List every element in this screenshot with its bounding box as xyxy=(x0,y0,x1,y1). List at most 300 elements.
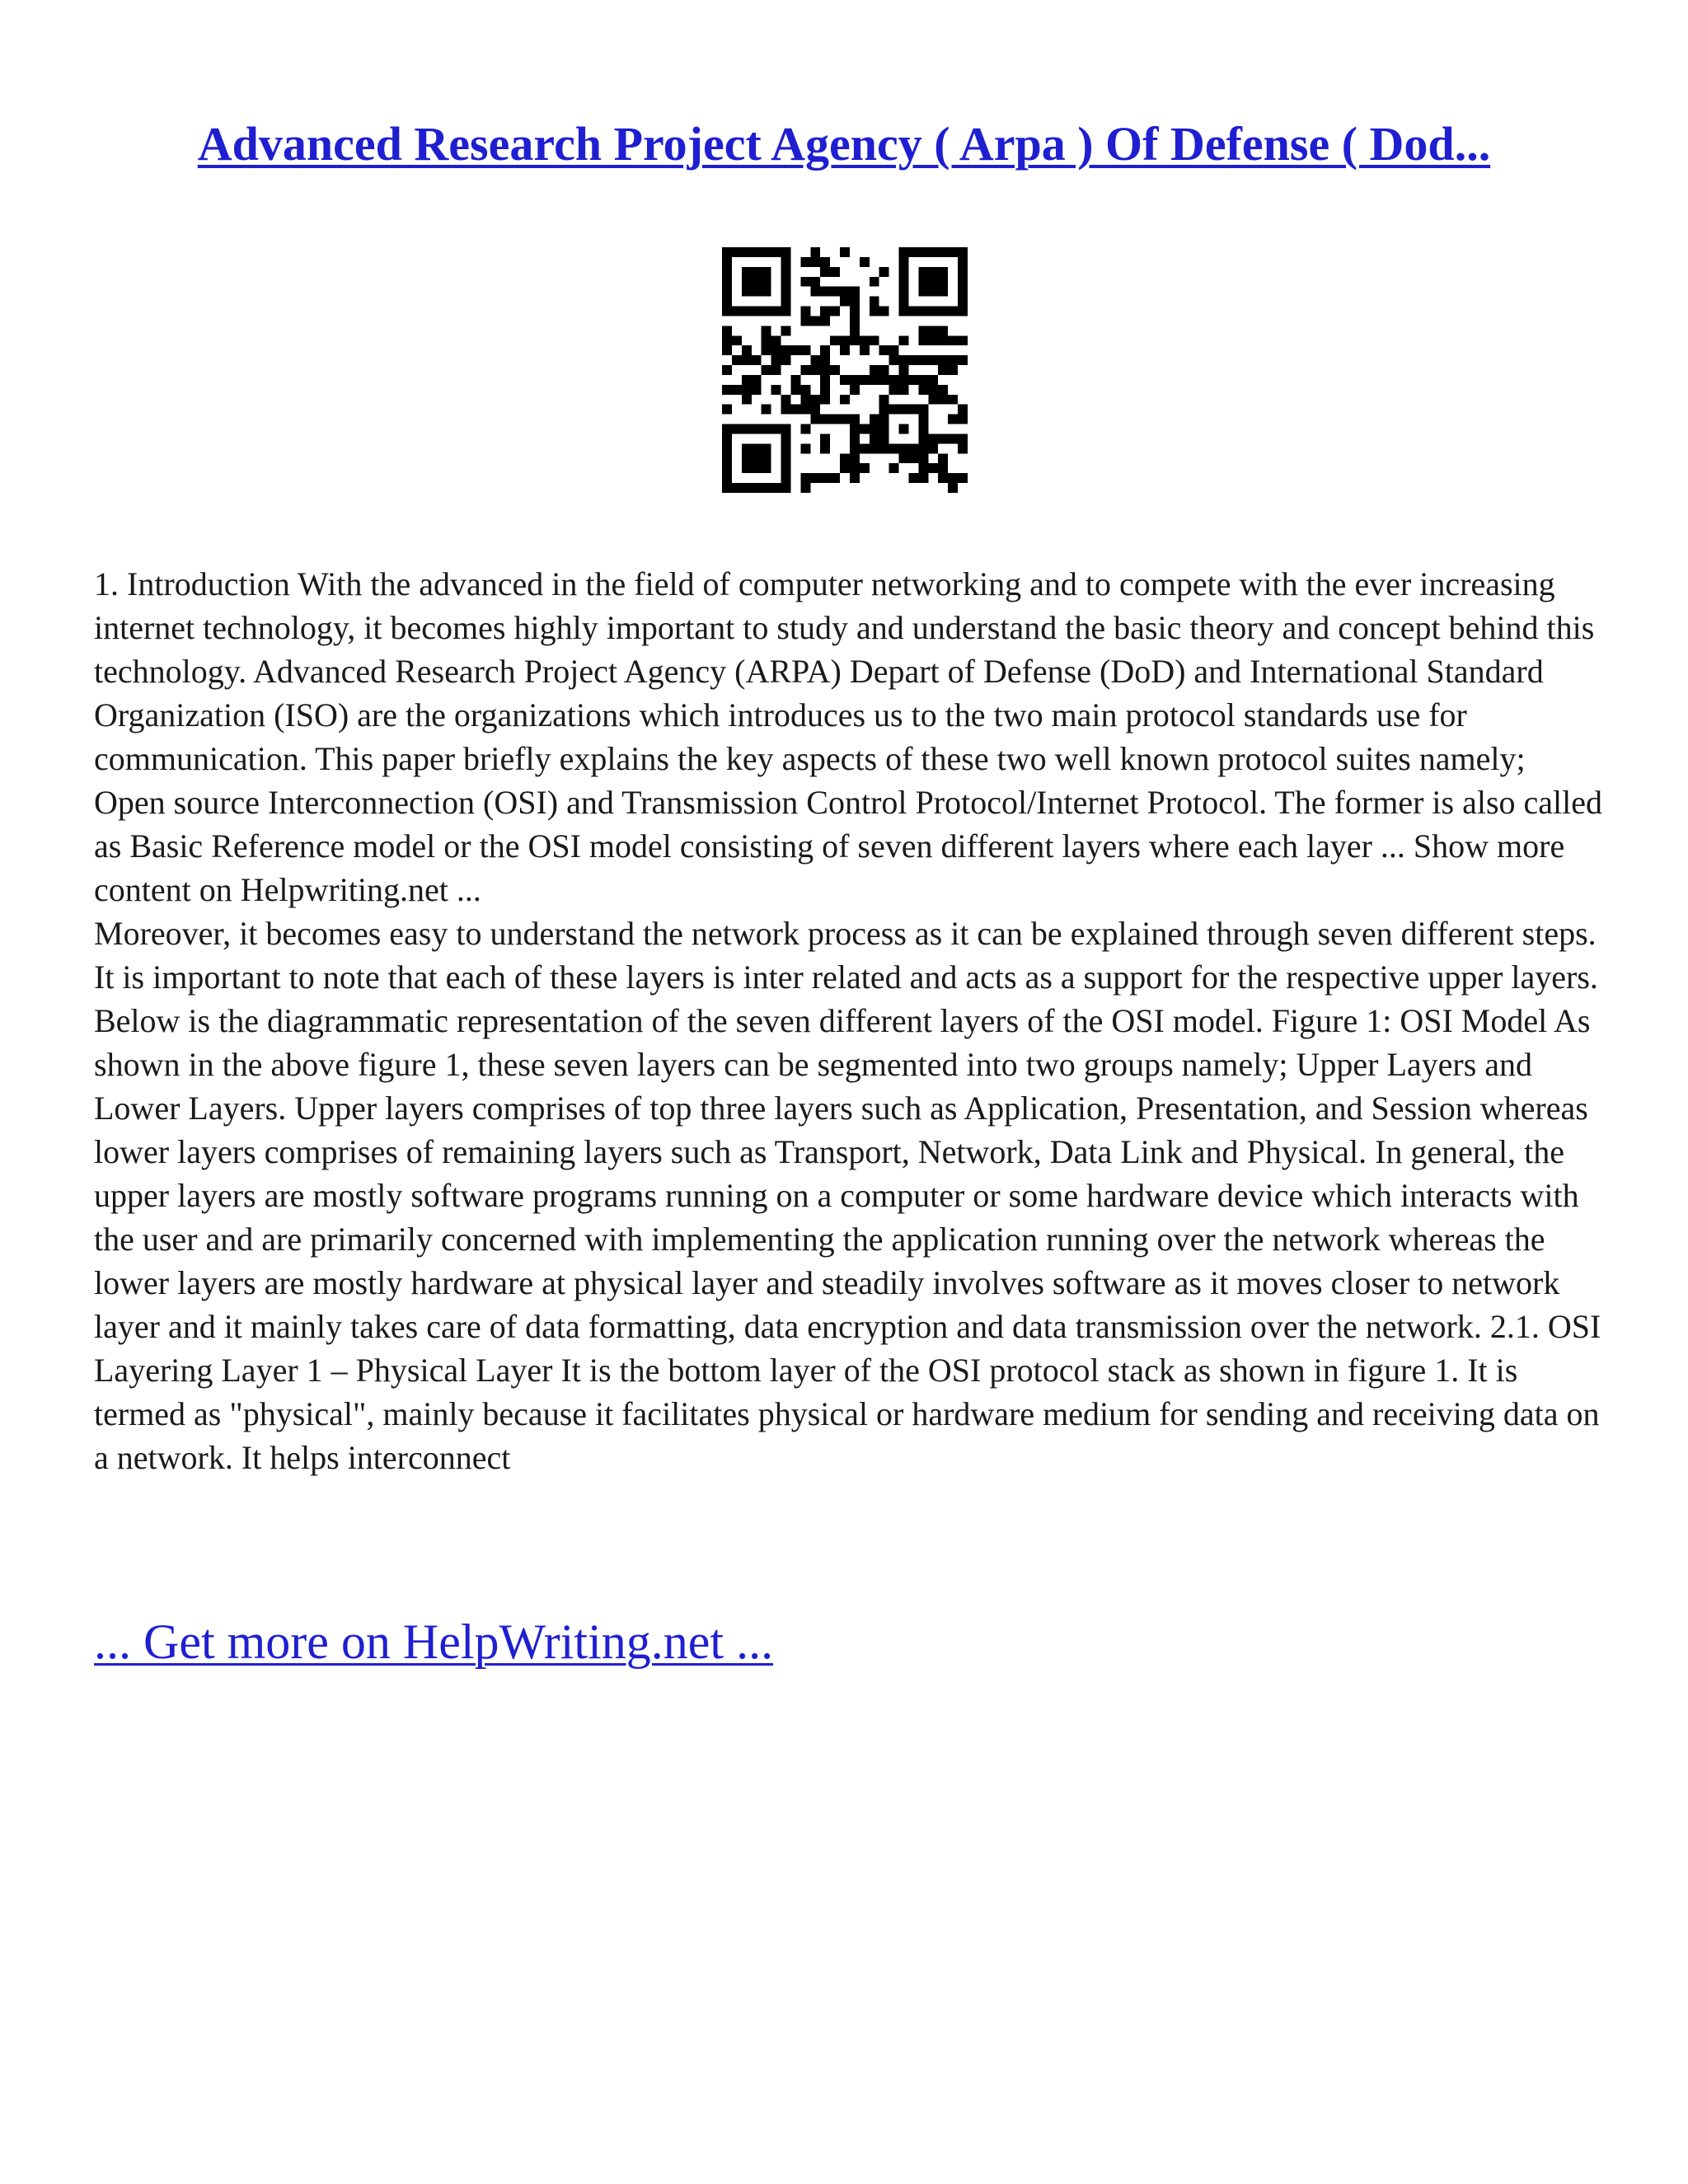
qr-module xyxy=(810,473,820,483)
qr-module xyxy=(732,424,742,434)
qr-module xyxy=(771,307,781,316)
qr-module xyxy=(742,247,752,257)
qr-module xyxy=(948,335,958,345)
qr-module xyxy=(722,287,732,297)
qr-module xyxy=(722,335,732,345)
qr-module xyxy=(820,287,830,297)
qr-module xyxy=(870,307,879,316)
qr-module xyxy=(938,247,948,257)
qr-module xyxy=(800,395,810,405)
qr-module xyxy=(762,405,771,415)
qr-module xyxy=(762,267,771,277)
qr-module xyxy=(870,277,879,287)
qr-module xyxy=(752,267,762,277)
qr-module xyxy=(918,443,928,453)
qr-module xyxy=(918,473,928,483)
qr-module xyxy=(928,463,938,473)
qr-module xyxy=(850,434,860,443)
qr-module xyxy=(908,375,918,385)
qr-module xyxy=(879,424,889,434)
qr-module xyxy=(938,277,948,287)
qr-module xyxy=(771,483,781,493)
qr-module xyxy=(781,247,791,257)
qr-module xyxy=(908,453,918,463)
qr-module xyxy=(722,257,732,267)
qr-module xyxy=(870,297,879,307)
qr-module xyxy=(879,345,889,355)
qr-module xyxy=(899,287,909,297)
qr-module xyxy=(752,277,762,287)
qr-module xyxy=(918,326,928,335)
qr-module xyxy=(860,463,870,473)
qr-module xyxy=(899,443,909,453)
qr-module xyxy=(899,405,909,415)
qr-module xyxy=(958,405,968,415)
qr-module xyxy=(762,483,771,493)
qr-module xyxy=(800,443,810,453)
qr-module xyxy=(722,453,732,463)
qr-module xyxy=(800,483,810,493)
article-body xyxy=(94,562,1602,1479)
qr-module xyxy=(762,335,771,345)
qr-module xyxy=(810,355,820,365)
qr-module xyxy=(958,267,968,277)
qr-module xyxy=(948,247,958,257)
qr-module xyxy=(781,483,791,493)
qr-module xyxy=(918,277,928,287)
qr-module xyxy=(958,307,968,316)
qr-module xyxy=(742,453,752,463)
qr-module xyxy=(790,405,800,415)
qr-module xyxy=(938,365,948,375)
qr-module xyxy=(781,345,791,355)
qr-module xyxy=(840,335,850,345)
qr-module xyxy=(732,307,742,316)
qr-module xyxy=(820,355,830,365)
qr-module xyxy=(948,483,958,493)
qr-module xyxy=(800,473,810,483)
qr-module xyxy=(820,385,830,395)
qr-module xyxy=(722,424,732,434)
qr-module xyxy=(800,257,810,267)
qr-module xyxy=(958,473,968,483)
get-more-link-container xyxy=(94,1612,773,1671)
qr-module xyxy=(938,355,948,365)
qr-module xyxy=(732,247,742,257)
qr-module xyxy=(928,247,938,257)
qr-module xyxy=(742,385,752,395)
qr-module xyxy=(870,443,879,453)
qr-module xyxy=(948,355,958,365)
document-title xyxy=(0,115,1688,173)
qr-module xyxy=(889,385,899,395)
qr-module xyxy=(928,267,938,277)
qr-module xyxy=(938,326,948,335)
qr-module xyxy=(810,395,820,405)
qr-module xyxy=(918,355,928,365)
qr-module xyxy=(850,415,860,424)
qr-module xyxy=(889,345,899,355)
qr-module xyxy=(850,473,860,483)
qr-module xyxy=(918,307,928,316)
qr-module xyxy=(732,385,742,395)
qr-module xyxy=(820,443,830,453)
qr-module xyxy=(781,463,791,473)
get-more-link[interactable]: ... Get more on HelpWriting.net ... xyxy=(94,1615,774,1669)
qr-module xyxy=(742,355,752,365)
qr-module xyxy=(762,277,771,287)
qr-module xyxy=(928,443,938,453)
qr-module xyxy=(860,345,870,355)
qr-module xyxy=(938,307,948,316)
qr-module xyxy=(840,287,850,297)
qr-module xyxy=(722,463,732,473)
qr-module xyxy=(938,335,948,345)
qr-module xyxy=(840,463,850,473)
qr-module xyxy=(850,424,860,434)
qr-module xyxy=(899,385,909,395)
title-link[interactable]: Advanced Research Project Agency ( Arpa ) Of Defense ( Dod... xyxy=(197,117,1491,171)
qr-module xyxy=(908,247,918,257)
qr-module xyxy=(781,326,791,335)
qr-module xyxy=(830,415,840,424)
qr-module xyxy=(781,434,791,443)
qr-module xyxy=(918,463,928,473)
qr-module xyxy=(722,443,732,453)
qr-module xyxy=(781,473,791,483)
qr-module xyxy=(899,257,909,267)
qr-module xyxy=(762,287,771,297)
qr-module xyxy=(899,424,909,434)
qr-module xyxy=(850,307,860,316)
qr-module xyxy=(850,335,860,345)
qr-module xyxy=(810,277,820,287)
qr-module xyxy=(762,424,771,434)
qr-module xyxy=(820,345,830,355)
qr-module xyxy=(820,267,830,277)
qr-module xyxy=(899,355,909,365)
qr-module xyxy=(928,385,938,395)
paragraph-osi-layers: Moreover, it becomes easy to understand the network process as it can be explained through seven different steps. It is important to note that each of these layers is inter related and acts as a support for the respective upper layers. Below is the diagrammatic representation of the seven different layers of the OSI model. Figure 1: OSI Model As shown in the above figure 1, these seven layers can be segmented into two groups namely; Upper Layers and Lower Layers. Upper layers comprises of top three layers such as Application, Presentation, and Session whereas lower layers comprises of remaining layers such as Transport, Network, Data Link and Physical. In general, the upper layers are mostly software programs running on a computer or some hardware device which interacts with the user and are primarily concerned with implementing the application running over the network whereas the lower layers are mostly hardware at physical layer and steadily involves software as it moves closer to network layer and it mainly takes care of data formatting, data encryption and data transmission over the network. 2.1. OSI Layering Layer 1 – Physical Layer It is the bottom layer of the OSI protocol stack as shown in figure 1. It is termed as "physical", mainly because it facilitates physical or hardware medium for sending and receiving data on a network. It helps interconnect xyxy=(94,915,1601,1476)
qr-module xyxy=(830,335,840,345)
qr-module xyxy=(899,247,909,257)
qr-module xyxy=(781,424,791,434)
qr-module xyxy=(771,345,781,355)
qr-module xyxy=(762,365,771,375)
qr-module xyxy=(850,287,860,297)
qr-module xyxy=(742,443,752,453)
qr-module xyxy=(928,326,938,335)
qr-module xyxy=(722,247,732,257)
qr-module xyxy=(918,434,928,443)
qr-module xyxy=(752,385,762,395)
qr-module xyxy=(781,297,791,307)
qr-module xyxy=(928,395,938,405)
qr-module xyxy=(958,443,968,453)
qr-module xyxy=(860,257,870,267)
qr-module xyxy=(790,385,800,395)
qr-module xyxy=(958,335,968,345)
qr-module xyxy=(850,297,860,307)
qr-module xyxy=(870,375,879,385)
qr-module xyxy=(820,434,830,443)
qr-module xyxy=(879,395,889,405)
qr-module xyxy=(928,335,938,345)
qr-module xyxy=(889,405,899,415)
qr-module xyxy=(860,443,870,453)
qr-module xyxy=(810,247,820,257)
qr-module xyxy=(840,247,850,257)
qr-module xyxy=(918,375,928,385)
qr-module xyxy=(899,307,909,316)
qr-module xyxy=(771,424,781,434)
qr-module xyxy=(722,307,732,316)
qr-module xyxy=(752,375,762,385)
qr-module xyxy=(928,287,938,297)
qr-module xyxy=(820,473,830,483)
qr-module xyxy=(762,463,771,473)
qr-module xyxy=(860,375,870,385)
qr-module xyxy=(722,473,732,483)
qr-module xyxy=(820,375,830,385)
qr-module xyxy=(879,375,889,385)
qr-module xyxy=(790,345,800,355)
qr-module xyxy=(889,463,899,473)
qr-module xyxy=(908,405,918,415)
qr-module xyxy=(958,287,968,297)
qr-module xyxy=(752,463,762,473)
qr-module xyxy=(742,424,752,434)
qr-module xyxy=(918,267,928,277)
qr-module xyxy=(830,473,840,483)
qr-module xyxy=(870,365,879,375)
qr-module xyxy=(732,335,742,345)
qr-module xyxy=(948,415,958,424)
qr-module xyxy=(918,424,928,434)
qr-module xyxy=(840,395,850,405)
qr-module xyxy=(762,345,771,355)
qr-module xyxy=(830,267,840,277)
qr-module xyxy=(722,267,732,277)
qr-module xyxy=(908,307,918,316)
qr-module xyxy=(918,247,928,257)
qr-module xyxy=(742,345,752,355)
qr-module xyxy=(958,247,968,257)
qr-module xyxy=(918,335,928,345)
qr-module xyxy=(781,355,791,365)
qr-module xyxy=(958,415,968,424)
qr-module xyxy=(752,355,762,365)
qr-module xyxy=(781,453,791,463)
qr-module xyxy=(840,415,850,424)
qr-module xyxy=(879,267,889,277)
qr-code xyxy=(722,247,968,493)
qr-module xyxy=(752,247,762,257)
qr-module xyxy=(958,434,968,443)
qr-module xyxy=(762,453,771,463)
qr-module xyxy=(879,415,889,424)
qr-module xyxy=(908,473,918,483)
qr-module xyxy=(928,307,938,316)
qr-module xyxy=(860,335,870,345)
qr-module xyxy=(732,483,742,493)
qr-module xyxy=(860,424,870,434)
qr-module xyxy=(948,365,958,375)
qr-module xyxy=(742,483,752,493)
qr-module xyxy=(742,307,752,316)
qr-module xyxy=(810,405,820,415)
qr-module xyxy=(948,473,958,483)
qr-module xyxy=(742,463,752,473)
qr-module xyxy=(810,365,820,375)
qr-module xyxy=(899,277,909,287)
qr-module xyxy=(790,375,800,385)
qr-module xyxy=(800,307,810,316)
qr-module xyxy=(899,297,909,307)
qr-module xyxy=(889,375,899,385)
qr-module xyxy=(938,453,948,463)
qr-module xyxy=(781,405,791,415)
qr-module xyxy=(800,345,810,355)
qr-module xyxy=(830,365,840,375)
qr-module xyxy=(918,405,928,415)
qr-module xyxy=(781,257,791,267)
qr-module xyxy=(781,307,791,316)
qr-module xyxy=(938,287,948,297)
qr-module xyxy=(820,415,830,424)
qr-module xyxy=(840,345,850,355)
qr-module xyxy=(820,307,830,316)
qr-module xyxy=(762,247,771,257)
qr-module xyxy=(800,365,810,375)
qr-module xyxy=(722,326,732,335)
qr-module xyxy=(928,434,938,443)
qr-module xyxy=(781,277,791,287)
qr-module xyxy=(771,355,781,365)
qr-module xyxy=(938,385,948,395)
qr-module xyxy=(958,297,968,307)
qr-module xyxy=(879,434,889,443)
qr-module xyxy=(948,434,958,443)
qr-module xyxy=(870,424,879,434)
qr-module xyxy=(850,385,860,395)
qr-module xyxy=(722,277,732,287)
qr-module xyxy=(918,385,928,395)
qr-module xyxy=(899,335,909,345)
qr-module xyxy=(752,443,762,453)
qr-module xyxy=(810,415,820,424)
qr-module xyxy=(928,375,938,385)
qr-module xyxy=(762,307,771,316)
qr-module xyxy=(850,463,860,473)
qr-module xyxy=(850,453,860,463)
qr-module xyxy=(762,326,771,335)
qr-module xyxy=(781,443,791,453)
qr-module xyxy=(810,287,820,297)
qr-module xyxy=(722,365,732,375)
qr-module xyxy=(908,355,918,365)
qr-module xyxy=(918,453,928,463)
paragraph-introduction: 1. Introduction With the advanced in the field of computer networking and to compete with the ever increasing internet technology, it becomes highly important to study and understand the basic theory and concept behind this technology. Advanced Research Project Agency (ARPA) Depart of Defense (DoD) and International Standard Organization (ISO) are the organizations which introduces us to the two main protocol standards use for communication. This paper briefly explains the key aspects of these two well known protocol suites namely; Open source Interconnection (OSI) and Transmission Control Protocol/Internet Protocol. The former is also called as Basic Reference model or the OSI model consisting of seven different layers where each layer ... Show more content on Helpwriting.net ... xyxy=(94,565,1602,908)
qr-module xyxy=(771,335,781,345)
qr-module xyxy=(781,267,791,277)
qr-module xyxy=(762,443,771,453)
qr-module xyxy=(742,287,752,297)
qr-module xyxy=(918,287,928,297)
qr-module xyxy=(752,483,762,493)
qr-module xyxy=(938,473,948,483)
qr-module xyxy=(771,385,781,395)
qr-module xyxy=(850,316,860,326)
qr-module xyxy=(840,375,850,385)
qr-module xyxy=(830,307,840,316)
qr-module xyxy=(938,463,948,473)
qr-module xyxy=(899,267,909,277)
qr-module xyxy=(722,483,732,493)
qr-module xyxy=(781,287,791,297)
qr-module xyxy=(879,443,889,453)
qr-module xyxy=(879,365,889,375)
qr-module xyxy=(722,297,732,307)
qr-module xyxy=(722,385,732,395)
qr-module xyxy=(742,267,752,277)
qr-module xyxy=(850,375,860,385)
qr-module xyxy=(810,257,820,267)
qr-module xyxy=(870,415,879,424)
qr-module xyxy=(820,316,830,326)
qr-module xyxy=(800,316,810,326)
qr-module xyxy=(722,345,732,355)
qr-module xyxy=(870,335,879,345)
qr-module xyxy=(810,316,820,326)
qr-module xyxy=(918,415,928,424)
qr-module xyxy=(722,434,732,443)
qr-module xyxy=(752,287,762,297)
qr-module xyxy=(742,277,752,287)
qr-module xyxy=(800,405,810,415)
qr-module xyxy=(958,355,968,365)
qr-module xyxy=(938,395,948,405)
qr-module xyxy=(938,267,948,277)
qr-module xyxy=(820,257,830,267)
qr-module xyxy=(771,365,781,375)
qr-module xyxy=(732,355,742,365)
qr-module xyxy=(742,395,752,405)
qr-code-graphic xyxy=(722,247,968,493)
qr-module xyxy=(800,424,810,434)
qr-module xyxy=(899,453,909,463)
qr-module xyxy=(800,385,810,395)
qr-module xyxy=(820,365,830,375)
qr-module xyxy=(899,365,909,375)
qr-module xyxy=(800,277,810,287)
qr-module xyxy=(752,307,762,316)
qr-module xyxy=(908,443,918,453)
qr-module xyxy=(879,307,889,316)
qr-module xyxy=(771,247,781,257)
qr-module xyxy=(938,434,948,443)
qr-module xyxy=(879,405,889,415)
qr-module xyxy=(928,355,938,365)
qr-module xyxy=(928,277,938,287)
qr-module xyxy=(958,277,968,287)
qr-module xyxy=(752,424,762,434)
qr-module xyxy=(958,257,968,267)
qr-module xyxy=(830,287,840,297)
qr-module xyxy=(840,297,850,307)
qr-module xyxy=(889,355,899,365)
qr-module xyxy=(850,443,860,453)
